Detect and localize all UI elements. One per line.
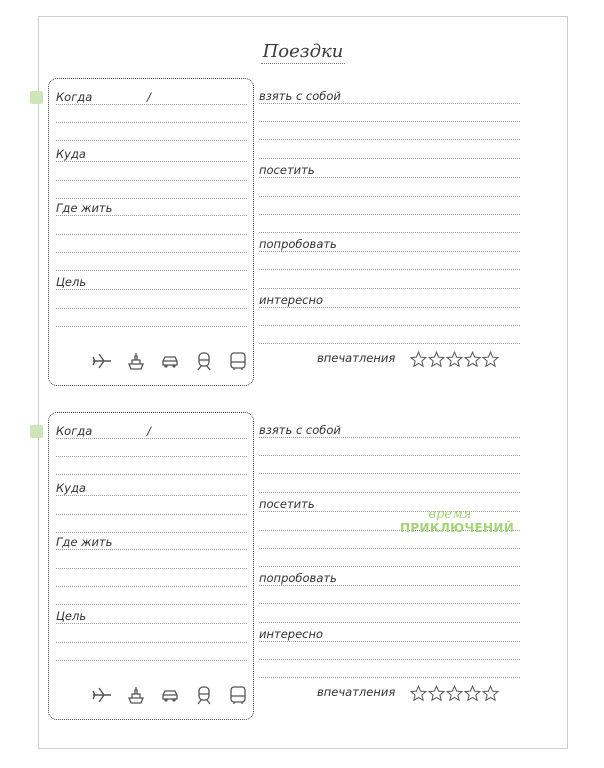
interesting-line[interactable] <box>259 641 520 642</box>
page-title: Поездки <box>262 41 344 62</box>
take-label: взять с собой <box>259 89 341 103</box>
writing-line[interactable] <box>56 198 247 199</box>
star-icon[interactable] <box>446 351 463 368</box>
section-marker <box>30 425 43 438</box>
try-line[interactable] <box>259 251 520 252</box>
writing-line[interactable] <box>56 234 247 235</box>
writing-line[interactable] <box>56 140 247 141</box>
writing-line[interactable] <box>56 604 247 605</box>
when-label: Когда <box>56 424 93 438</box>
stay-label: Где жить <box>56 201 113 215</box>
writing-line[interactable] <box>56 474 247 475</box>
airplane-icon[interactable] <box>92 685 112 705</box>
writing-line[interactable] <box>259 288 520 289</box>
writing-line[interactable] <box>259 455 520 456</box>
writing-line[interactable] <box>56 180 247 181</box>
star-icon[interactable] <box>482 685 499 702</box>
goal-line[interactable] <box>56 289 247 290</box>
star-icon[interactable] <box>464 351 481 368</box>
writing-line[interactable] <box>56 326 247 327</box>
goal-line[interactable] <box>56 623 247 624</box>
writing-line[interactable] <box>259 121 520 122</box>
car-icon[interactable] <box>160 351 180 371</box>
star-icon[interactable] <box>410 351 427 368</box>
writing-line[interactable] <box>56 122 247 123</box>
where-label: Куда <box>56 481 86 495</box>
writing-line[interactable] <box>56 514 247 515</box>
when-label: Когда <box>56 90 93 104</box>
train-icon[interactable] <box>194 351 214 371</box>
star-icon[interactable] <box>464 685 481 702</box>
writing-line[interactable] <box>56 252 247 253</box>
writing-line[interactable] <box>259 473 520 474</box>
writing-line[interactable] <box>56 660 247 661</box>
goal-label: Цель <box>56 609 87 623</box>
writing-line[interactable] <box>259 269 520 270</box>
star-icon[interactable] <box>446 685 463 702</box>
page-title-wrap <box>39 41 567 62</box>
when-line[interactable] <box>56 104 247 105</box>
writing-line[interactable] <box>259 492 520 493</box>
interesting-label: интересно <box>259 627 324 641</box>
stay-line[interactable] <box>56 215 247 216</box>
try-label: попробовать <box>259 237 337 251</box>
writing-line[interactable] <box>259 232 520 233</box>
when-line[interactable] <box>56 438 247 439</box>
stay-label: Где жить <box>56 535 113 549</box>
star-icon[interactable] <box>482 351 499 368</box>
interesting-label: интересно <box>259 293 324 307</box>
stay-line[interactable] <box>56 549 247 550</box>
section-marker <box>30 91 43 104</box>
writing-line[interactable] <box>259 325 520 326</box>
visit-label: посетить <box>259 497 315 511</box>
bus-icon[interactable] <box>228 685 248 705</box>
transport-icons <box>92 685 248 705</box>
writing-line[interactable] <box>259 214 520 215</box>
writing-line[interactable] <box>259 158 520 159</box>
writing-line[interactable] <box>56 532 247 533</box>
star-icon[interactable] <box>410 685 427 702</box>
interesting-line[interactable] <box>259 307 520 308</box>
train-icon[interactable] <box>194 685 214 705</box>
take-line[interactable] <box>259 103 520 104</box>
impressions-label: впечатления <box>317 685 396 699</box>
writing-line[interactable] <box>259 622 520 623</box>
try-line[interactable] <box>259 585 520 586</box>
visit-line[interactable] <box>259 177 520 178</box>
star-icon[interactable] <box>428 351 445 368</box>
writing-line[interactable] <box>259 196 520 197</box>
transport-icons <box>92 351 248 371</box>
where-label: Куда <box>56 147 86 161</box>
watermark-line-2: ПРИКЛЮЧЕНИЙ <box>400 521 515 535</box>
impressions-label: впечатления <box>317 351 396 365</box>
bus-icon[interactable] <box>228 351 248 371</box>
writing-line[interactable] <box>259 677 520 678</box>
star-icon[interactable] <box>428 685 445 702</box>
goal-label: Цель <box>56 275 87 289</box>
visit-label: посетить <box>259 163 315 177</box>
ship-icon[interactable] <box>126 351 146 371</box>
car-icon[interactable] <box>160 685 180 705</box>
writing-line[interactable] <box>259 603 520 604</box>
writing-line[interactable] <box>56 586 247 587</box>
trip-details-box <box>48 412 254 720</box>
ship-icon[interactable] <box>126 685 146 705</box>
where-line[interactable] <box>56 495 247 496</box>
writing-line[interactable] <box>56 308 247 309</box>
try-label: попробовать <box>259 571 337 585</box>
writing-line[interactable] <box>56 270 247 271</box>
take-line[interactable] <box>259 437 520 438</box>
trip-section-2 <box>30 412 522 722</box>
trip-details-box <box>48 78 254 386</box>
writing-line[interactable] <box>56 456 247 457</box>
trip-section-1 <box>30 78 522 388</box>
date-slash: / <box>147 424 151 438</box>
date-slash: / <box>147 90 151 104</box>
writing-line[interactable] <box>259 139 520 140</box>
watermark-logo <box>400 507 515 535</box>
rating-stars[interactable] <box>410 685 499 702</box>
take-label: взять с собой <box>259 423 341 437</box>
rating-stars[interactable] <box>410 351 499 368</box>
writing-line[interactable] <box>56 568 247 569</box>
writing-line[interactable] <box>259 659 520 660</box>
watermark-line-1: время <box>428 507 472 522</box>
writing-line[interactable] <box>259 566 520 567</box>
writing-line[interactable] <box>259 343 520 344</box>
airplane-icon[interactable] <box>92 351 112 371</box>
where-line[interactable] <box>56 161 247 162</box>
writing-line[interactable] <box>259 548 520 549</box>
writing-line[interactable] <box>56 642 247 643</box>
